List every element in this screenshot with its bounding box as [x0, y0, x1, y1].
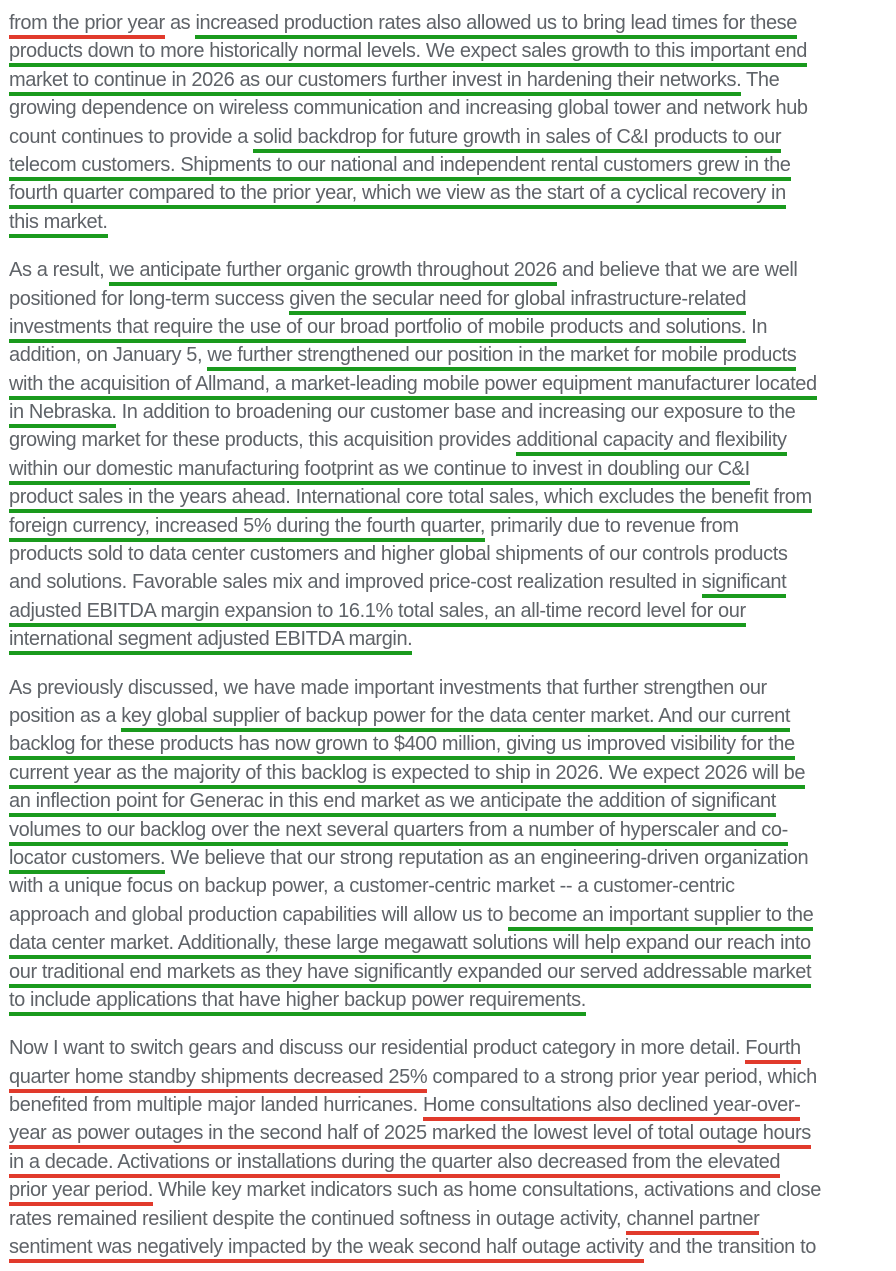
- text-line: [9, 512, 888, 540]
- plain-text: benefited from multiple major landed hurricanes.: [9, 1094, 423, 1117]
- green-underlined-phrase: volumes to our backlog over the next several quarters from a number of hyperscaler and co-: [9, 819, 788, 846]
- plain-text: growing dependence on wireless communication and increasing global tower and network hub: [9, 97, 808, 120]
- paragraph: [9, 256, 888, 653]
- red-underlined-phrase: from the prior year: [9, 12, 165, 39]
- plain-text: with a unique focus on backup power, a customer-centric market -- a customer-centric: [9, 875, 735, 898]
- green-underlined-phrase: given the secular need for global infrastructure-related: [289, 288, 746, 315]
- red-underlined-phrase: sentiment was negatively impacted by the weak second half outage activity: [9, 1236, 644, 1263]
- green-underlined-phrase: data center market. Additionally, these large megawatt solutions will help expand our reach into: [9, 932, 811, 959]
- green-underlined-phrase: we anticipate further organic growth throughout 2026: [109, 259, 556, 286]
- plain-text: rates remained resilient despite the continued softness in outage activity,: [9, 1207, 627, 1230]
- text-line: [9, 9, 888, 37]
- plain-text: We believe that our strong reputation as an engineering-driven organization: [165, 846, 809, 869]
- text-line: [9, 341, 888, 369]
- text-line: [9, 285, 888, 313]
- green-underlined-phrase: to include applications that have higher backup power requirements.: [9, 989, 586, 1016]
- text-line: [9, 844, 888, 872]
- green-underlined-phrase: products down to more historically normal levels. We expect sales growth to this important end: [9, 40, 807, 67]
- green-underlined-phrase: an inflection point for Generac in this end market as we anticipate the addition of significant: [9, 790, 776, 817]
- plain-text: The: [741, 68, 780, 91]
- text-line: [9, 872, 888, 900]
- text-line: [9, 597, 888, 625]
- text-line: [9, 256, 888, 284]
- text-line: [9, 625, 888, 653]
- red-underlined-phrase: quarter home standby shipments decreased 25%: [9, 1066, 427, 1093]
- text-line: [9, 568, 888, 596]
- text-line: [9, 1176, 888, 1204]
- green-underlined-phrase: product sales in the years ahead. International core total sales, which excludes the benefit from: [9, 486, 812, 513]
- plain-text: count continues to provide a: [9, 125, 254, 148]
- green-underlined-phrase: solid backdrop for future growth in sales of C&I products to our: [253, 126, 781, 153]
- green-underlined-phrase: current year as the majority of this backlog is expected to ship in 2026. We expect 2026 will be: [9, 762, 805, 789]
- green-underlined-phrase: backlog for these products has now grown to $400 million, giving us improved visibility for the: [9, 733, 795, 760]
- plain-text: growing market for these products, this acquisition provides: [9, 429, 516, 452]
- green-underlined-phrase: we further strengthened our position in the market for mobile products: [207, 344, 796, 371]
- plain-text: products sold to data center customers and higher global shipments of our controls products: [9, 543, 788, 566]
- text-line: [9, 398, 888, 426]
- text-line: [9, 929, 888, 957]
- green-underlined-phrase: key global supplier of backup power for the data center market. And our current: [121, 705, 790, 732]
- paragraph: [9, 674, 888, 1015]
- plain-text: In: [746, 315, 768, 338]
- text-line: [9, 901, 888, 929]
- text-line: [9, 816, 888, 844]
- plain-text: approach and global production capabilities will allow us to: [9, 903, 509, 926]
- red-underlined-phrase: year as power outages in the second half of 2025 marked the lowest level of total outage hours: [9, 1122, 811, 1149]
- text-line: [9, 94, 888, 122]
- red-underlined-phrase: Home consultations also declined year-over-: [423, 1094, 800, 1121]
- green-underlined-phrase: locator customers.: [9, 847, 165, 874]
- text-line: [9, 455, 888, 483]
- plain-text: position as a: [9, 704, 122, 727]
- plain-text: and solutions. Favorable sales mix and improved price-cost realization resulted in: [9, 571, 702, 594]
- text-line: [9, 426, 888, 454]
- green-underlined-phrase: this market.: [9, 211, 108, 238]
- plain-text: As a result,: [9, 259, 110, 282]
- red-underlined-phrase: prior year period.: [9, 1179, 153, 1206]
- text-line: [9, 958, 888, 986]
- text-line: [9, 37, 888, 65]
- green-underlined-phrase: adjusted EBITDA margin expansion to 16.1% total sales, an all-time record level for our: [9, 600, 746, 627]
- text-line: [9, 313, 888, 341]
- text-line: [9, 1119, 888, 1147]
- plain-text: and believe that we are well: [556, 259, 798, 282]
- red-underlined-phrase: in a decade. Activations or installations during the quarter also decreased from the elevated: [9, 1151, 780, 1178]
- green-underlined-phrase: with the acquisition of Allmand, a market-leading mobile power equipment manufacturer located: [9, 373, 817, 400]
- red-underlined-phrase: channel partner: [626, 1208, 759, 1235]
- plain-text: As previously discussed, we have made important investments that further strengthen our: [9, 676, 767, 699]
- paragraph: [9, 9, 888, 236]
- text-line: [9, 1063, 888, 1091]
- text-line: [9, 1034, 888, 1062]
- paragraph: [9, 1034, 888, 1261]
- text-line: [9, 759, 888, 787]
- red-underlined-phrase: Fourth: [745, 1037, 800, 1064]
- text-line: [9, 179, 888, 207]
- plain-text: In addition to broadening our customer base and increasing our exposure to the: [116, 401, 796, 424]
- plain-text: primarily due to revenue from: [485, 514, 739, 537]
- green-underlined-phrase: in Nebraska.: [9, 401, 116, 428]
- text-line: [9, 540, 888, 568]
- text-line: [9, 1091, 888, 1119]
- text-line: [9, 208, 888, 236]
- green-underlined-phrase: increased production rates also allowed us to bring lead times for these: [195, 12, 797, 39]
- plain-text: addition, on January 5,: [9, 344, 208, 367]
- text-line: [9, 151, 888, 179]
- text-line: [9, 66, 888, 94]
- plain-text: compared to a strong prior year period, which: [427, 1065, 817, 1088]
- green-underlined-phrase: foreign currency, increased 5% during the fourth quarter,: [9, 515, 485, 542]
- green-underlined-phrase: within our domestic manufacturing footprint as we continue to invest in doubling our C&I: [9, 458, 750, 485]
- green-underlined-phrase: our traditional end markets as they have significantly expanded our served addressable market: [9, 961, 811, 988]
- green-underlined-phrase: become an important supplier to the: [508, 904, 813, 931]
- green-underlined-phrase: market to continue in 2026 as our customers further invest in hardening their networks.: [9, 69, 741, 96]
- green-underlined-phrase: additional capacity and flexibility: [516, 429, 787, 456]
- plain-text: Now I want to switch gears and discuss our residential product category in more detail.: [9, 1037, 746, 1060]
- plain-text: positioned for long-term success: [9, 287, 290, 310]
- plain-text: While key market indicators such as home consultations, activations and close: [152, 1179, 822, 1202]
- text-line: [9, 370, 888, 398]
- text-line: [9, 1148, 888, 1176]
- text-line: [9, 1205, 888, 1233]
- text-line: [9, 1233, 888, 1261]
- plain-text: and the transition to: [643, 1236, 816, 1259]
- green-underlined-phrase: significant: [702, 571, 787, 598]
- text-line: [9, 674, 888, 702]
- text-line: [9, 483, 888, 511]
- green-underlined-phrase: investments that require the use of our broad portfolio of mobile products and solutions.: [9, 316, 746, 343]
- text-line: [9, 986, 888, 1014]
- green-underlined-phrase: fourth quarter compared to the prior year, which we view as the start of a cyclical recovery in: [9, 182, 786, 209]
- text-line: [9, 702, 888, 730]
- text-line: [9, 787, 888, 815]
- green-underlined-phrase: telecom customers. Shipments to our national and independent rental customers grew in the: [9, 154, 791, 181]
- text-line: [9, 123, 888, 151]
- text-line: [9, 730, 888, 758]
- green-underlined-phrase: international segment adjusted EBITDA margin.: [9, 628, 412, 655]
- plain-text: as: [164, 12, 196, 34]
